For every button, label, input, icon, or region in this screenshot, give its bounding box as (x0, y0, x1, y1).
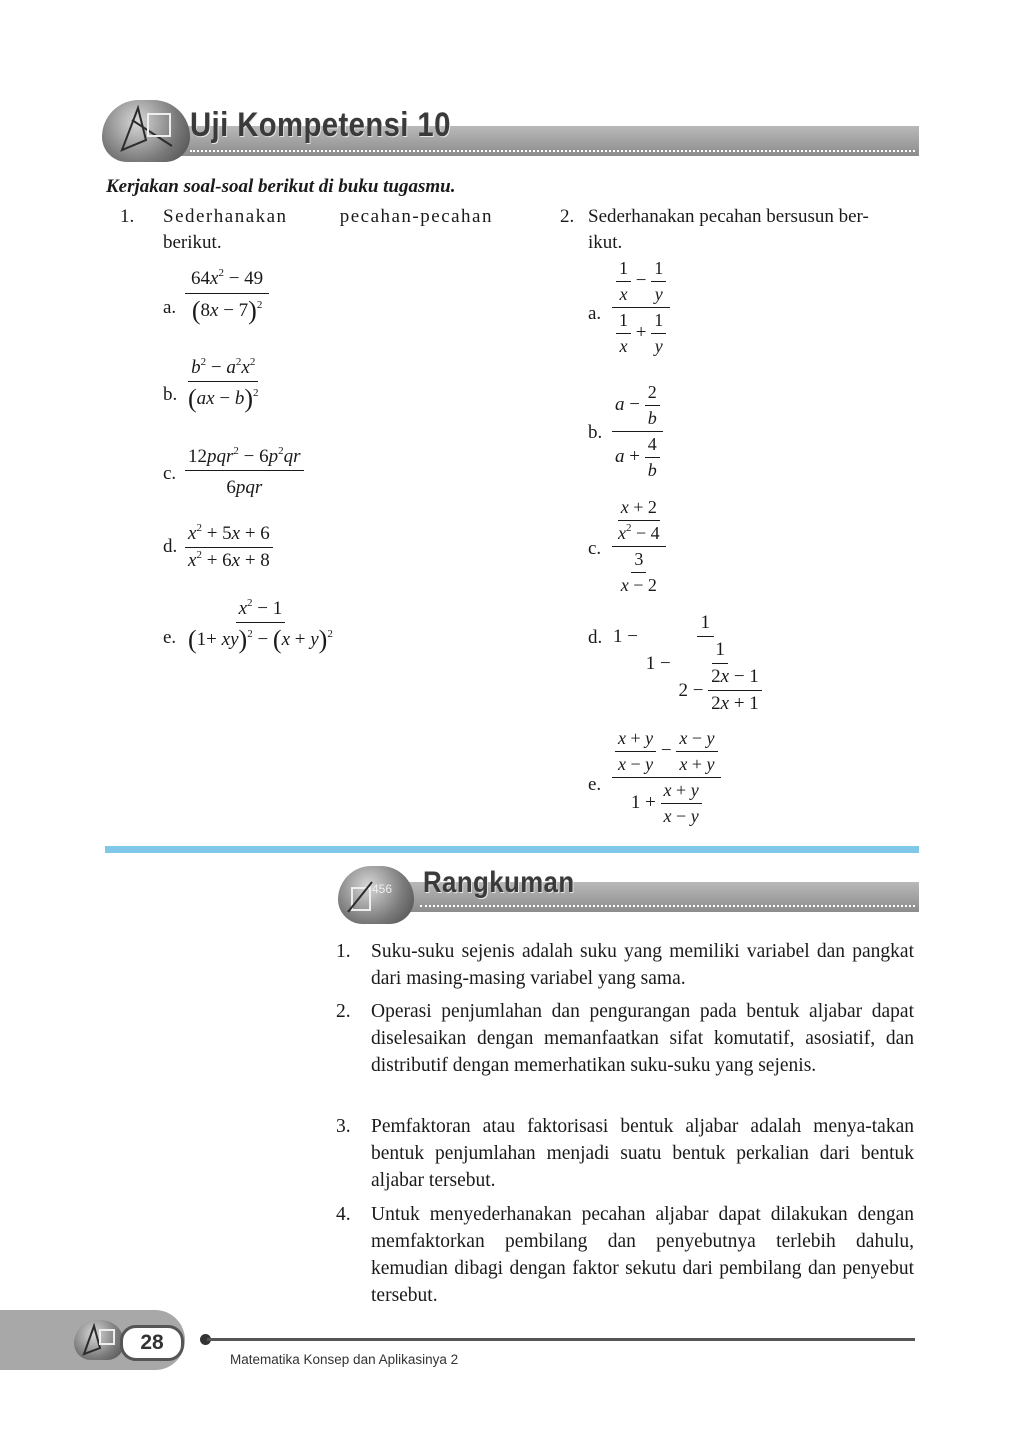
q1e-label: e. (163, 627, 177, 648)
q1b-label: b. (163, 384, 178, 405)
summary-item-text: Pemfaktoran atau faktorisasi bentuk aljabar adalah menya-takan bentuk penjumlahan menjadi suatu bentuk perkalian dari bentuk aljabar tersebut. (371, 1116, 914, 1191)
q1e-fraction: $\frac{x^2 - 1}{(1+ xy)^2 - (x + y)^2}$ (188, 597, 333, 654)
instruction-text: Kerjakan soal-soal berikut di buku tugasmu. (106, 176, 456, 197)
header-banner-dots (190, 150, 915, 152)
calculator-icon (338, 866, 414, 924)
summary-item-number: 3. (336, 1116, 351, 1137)
summary-item-text: Suku-suku sejenis adalah suku yang memiliki variabel dan pangkat dari masing-masing variabel yang sama. (371, 941, 914, 989)
q1a-label: a. (163, 297, 177, 318)
summary-item-number: 4. (336, 1204, 351, 1225)
q2e-fraction: $\frac{x + y}{x - y}$ − $\frac{x - y}{x + y}$ 1 + $\frac{x + y}{x - y}$ (612, 728, 721, 827)
q2d-fraction: 1 − 1 1 − 1 2 − $\frac{2x - 1}{2x + 1}$ (613, 612, 768, 715)
summary-item-3 (336, 1113, 914, 1194)
q1-text-line1: Sederhanakan pecahan-pecahan (163, 206, 493, 227)
page-number: 28 (120, 1325, 184, 1361)
summary-banner-dots (420, 905, 915, 907)
summary-item-4 (336, 1201, 914, 1309)
q1d-label: d. (163, 536, 178, 557)
footer-rule (207, 1338, 915, 1341)
section-title: Uji Kompetensi 10 (190, 106, 451, 144)
q2c-label: c. (588, 538, 602, 559)
q1c-label: c. (163, 463, 177, 484)
book-title: Matematika Konsep dan Aplikasinya 2 (230, 1352, 459, 1367)
q2a-fraction: $\frac{1}{x}$ − $\frac{1}{y}$ $\frac{1}{x}$ + $\frac{1}{y}$ (612, 258, 670, 357)
calculator-icon-number: 456 (372, 882, 393, 896)
q2b-fraction: a − $\frac{2}{b}$ a + $\frac{4}{b}$ (612, 382, 663, 481)
summary-item-text: Untuk menyederhanakan pecahan aljabar dapat dilakukan dengan memfaktorkan pembilang dan penyebutnya terlebih dahulu, kemudian dibagi dengan faktor sekutu dari pembilang dan penyebut tersebut. (371, 1204, 914, 1306)
summary-item-1 (336, 938, 914, 992)
q1-text-line2: berikut. (163, 232, 222, 253)
compass-icon (102, 100, 190, 162)
summary-item-number: 1. (336, 941, 351, 962)
q2e-label: e. (588, 774, 602, 795)
q2-number: 2. (560, 206, 575, 227)
summary-item-number: 2. (336, 1001, 351, 1022)
q1d-fraction: $\frac{x^2 + 5x + 6}{x^2 + 6x + 8}$ (185, 523, 273, 572)
q2d-label: d. (588, 627, 603, 648)
summary-title: Rangkuman (423, 866, 575, 899)
q2c-fraction: $\frac{\frac{x + 2}{x^2 - 4}}{\frac{3}{x - 2}}$ (612, 497, 666, 596)
q1a-fraction: $\frac{64x^2 - 49}{(8x - 7)^2}$ (185, 268, 269, 326)
summary-item-text: Operasi penjumlahan dan pengurangan pada bentuk aljabar dapat diselesaikan dengan memanfaatkan sifat komutatif, asosiatif, dan distributif dengan memerhatikan suku-suku yang sejenis. (371, 1001, 914, 1076)
q1b-fraction: $\frac{b^2 - a^2x^2}{(ax - b)^2}$ (188, 356, 259, 413)
q2a-label: a. (588, 303, 602, 324)
section-divider (105, 846, 919, 853)
q2-text-line2: ikut. (588, 232, 623, 253)
q1c-fraction: $\frac{12pqr^2 - 6p^2qr}{\text{6pqr}}$ (185, 446, 304, 499)
compass-icon (74, 1320, 124, 1360)
summary-item-2 (336, 998, 914, 1079)
q2-text-line1: Sederhanakan pecahan bersusun ber- (588, 206, 869, 227)
q2b-label: b. (588, 422, 603, 443)
q1-number: 1. (120, 206, 135, 227)
